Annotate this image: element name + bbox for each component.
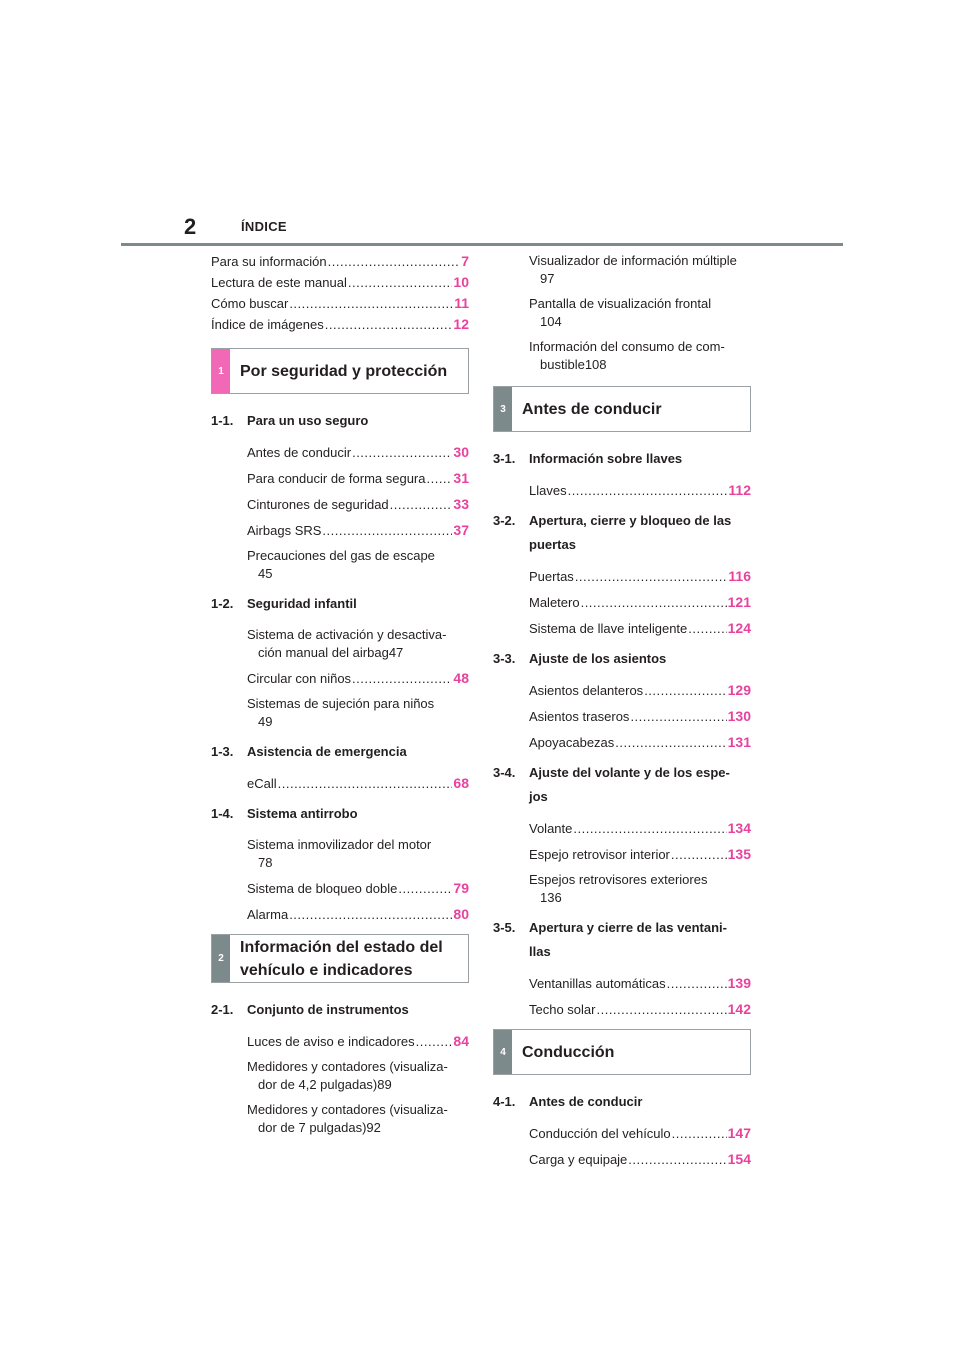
toc-entry[interactable]: Espejo retrovisor interior ..... 135 bbox=[529, 845, 751, 864]
toc-entry[interactable]: Maletero ..... 121 bbox=[529, 593, 751, 612]
toc-entry[interactable]: Volante ..... 134 bbox=[529, 819, 751, 838]
chapter-tab: 4 bbox=[494, 1030, 512, 1074]
chapter-box-1[interactable] bbox=[211, 348, 469, 394]
toc-entry[interactable]: Puertas ..... 116 bbox=[529, 567, 751, 586]
toc-entry[interactable]: Sistema de activación y desactiva- ción manual del airbag 47 bbox=[247, 627, 447, 660]
chapter-title: Por seguridad y protección bbox=[240, 362, 448, 380]
page-link[interactable]: 11 bbox=[454, 295, 469, 311]
chapter-tab: 3 bbox=[494, 387, 512, 431]
toc-entry[interactable]: Pantalla de visualización frontal 104 bbox=[529, 296, 712, 329]
toc-entry[interactable]: Medidores y contadores (visualiza- dor de 4,2 pulgadas) 89 bbox=[247, 1059, 448, 1092]
toc-right-column bbox=[493, 252, 751, 1176]
chapter-box-3[interactable] bbox=[493, 386, 751, 432]
section-heading: 4-1. Antes de conducir bbox=[493, 1094, 643, 1109]
section-heading: 2-1. Conjunto de instrumentos bbox=[211, 1002, 409, 1017]
section-heading: 1-2. Seguridad infantil bbox=[211, 596, 357, 611]
section-heading: 3-2. Apertura, cierre y bloqueo de las puertas bbox=[493, 513, 732, 552]
toc-entry[interactable]: Sistema de llave inteligente ..... 124 bbox=[529, 619, 751, 638]
toc-entry[interactable]: Sistemas de sujeción para niños 49 bbox=[247, 696, 435, 729]
toc-entry[interactable]: Techo solar ..... 142 bbox=[529, 1000, 751, 1019]
toc-entry[interactable]: Airbags SRS ..... 37 bbox=[247, 521, 469, 540]
toc-entry[interactable]: Cinturones de seguridad ..... 33 bbox=[247, 495, 469, 514]
section-heading: 1-4. Sistema antirrobo bbox=[211, 806, 358, 821]
chapter-title: Información del estado del vehículo e indicadores bbox=[240, 938, 443, 979]
toc-entry[interactable]: Para conducir de forma segura ..... 31 bbox=[247, 469, 469, 488]
toc-entry[interactable]: Luces de aviso e indicadores ..... 84 bbox=[247, 1032, 469, 1051]
toc-entry[interactable]: Conducción del vehículo ..... 147 bbox=[529, 1124, 751, 1143]
toc-entry[interactable]: Para su información ..... 7 bbox=[211, 252, 469, 271]
toc-intro-list bbox=[211, 252, 469, 334]
toc-left-column bbox=[211, 252, 469, 1144]
toc-entry[interactable]: Visualizador de información múltiple 97 bbox=[529, 253, 737, 286]
toc-entry[interactable]: Alarma ..... 80 bbox=[247, 905, 469, 924]
chapter-box-2[interactable] bbox=[211, 934, 469, 983]
page-header-title: ÍNDICE bbox=[241, 219, 287, 234]
toc-entry[interactable]: Medidores y contadores (visualiza- dor de 7 pulgadas) 92 bbox=[247, 1102, 448, 1135]
section-heading: 3-3. Ajuste de los asientos bbox=[493, 651, 667, 666]
toc-entry[interactable]: Llaves ..... 112 bbox=[529, 481, 751, 500]
toc-entry[interactable]: Asientos traseros ..... 130 bbox=[529, 707, 751, 726]
toc-entry[interactable]: Espejos retrovisores exteriores 136 bbox=[529, 872, 708, 905]
toc-entry[interactable]: Cómo buscar ..... 11 bbox=[211, 294, 469, 313]
toc-entry[interactable]: Información del consumo de com- bustible 108 bbox=[529, 339, 725, 372]
toc-entry[interactable]: Sistema de bloqueo doble ..... 79 bbox=[247, 879, 469, 898]
page-link[interactable]: 12 bbox=[453, 316, 469, 332]
chapter-box-4[interactable] bbox=[493, 1029, 751, 1075]
section-heading: 3-5. Apertura y cierre de las ventani- llas bbox=[493, 920, 727, 959]
toc-entry[interactable]: Lectura de este manual ..... 10 bbox=[211, 273, 469, 292]
section-heading: 3-4. Ajuste del volante y de los espe- jos bbox=[493, 765, 730, 804]
toc-entry[interactable]: Circular con niños ..... 48 bbox=[247, 669, 469, 688]
chapter-tab: 2 bbox=[212, 935, 230, 982]
chapter-title: Antes de conducir bbox=[522, 400, 662, 418]
toc-entry[interactable]: Carga y equipaje ..... 154 bbox=[529, 1150, 751, 1169]
section-heading: 1-3. Asistencia de emergencia bbox=[211, 744, 407, 759]
toc-entry[interactable]: Apoyacabezas ..... 131 bbox=[529, 733, 751, 752]
page-number: 2 bbox=[184, 214, 197, 239]
header-rule bbox=[121, 243, 843, 246]
section-heading: 3-1. Información sobre llaves bbox=[493, 451, 683, 466]
toc-entry[interactable]: eCall ..... 68 bbox=[247, 774, 469, 793]
toc-entry[interactable]: Índice de imágenes ..... 12 bbox=[211, 315, 469, 334]
page-link[interactable]: 10 bbox=[453, 274, 469, 290]
toc-entry[interactable]: Precauciones del gas de escape 45 bbox=[247, 548, 435, 581]
page-link[interactable]: 7 bbox=[461, 253, 469, 269]
toc-entry[interactable]: Asientos delanteros ..... 129 bbox=[529, 681, 751, 700]
section-heading: 1-1. Para un uso seguro bbox=[211, 413, 369, 428]
toc-entry[interactable]: Ventanillas automáticas ..... 139 bbox=[529, 974, 751, 993]
chapter-tab: 1 bbox=[212, 349, 230, 393]
toc-entry[interactable]: Antes de conducir ..... 30 bbox=[247, 443, 469, 462]
toc-entry[interactable]: Sistema inmovilizador del motor 78 bbox=[247, 837, 432, 870]
chapter-title: Conducción bbox=[522, 1043, 615, 1061]
